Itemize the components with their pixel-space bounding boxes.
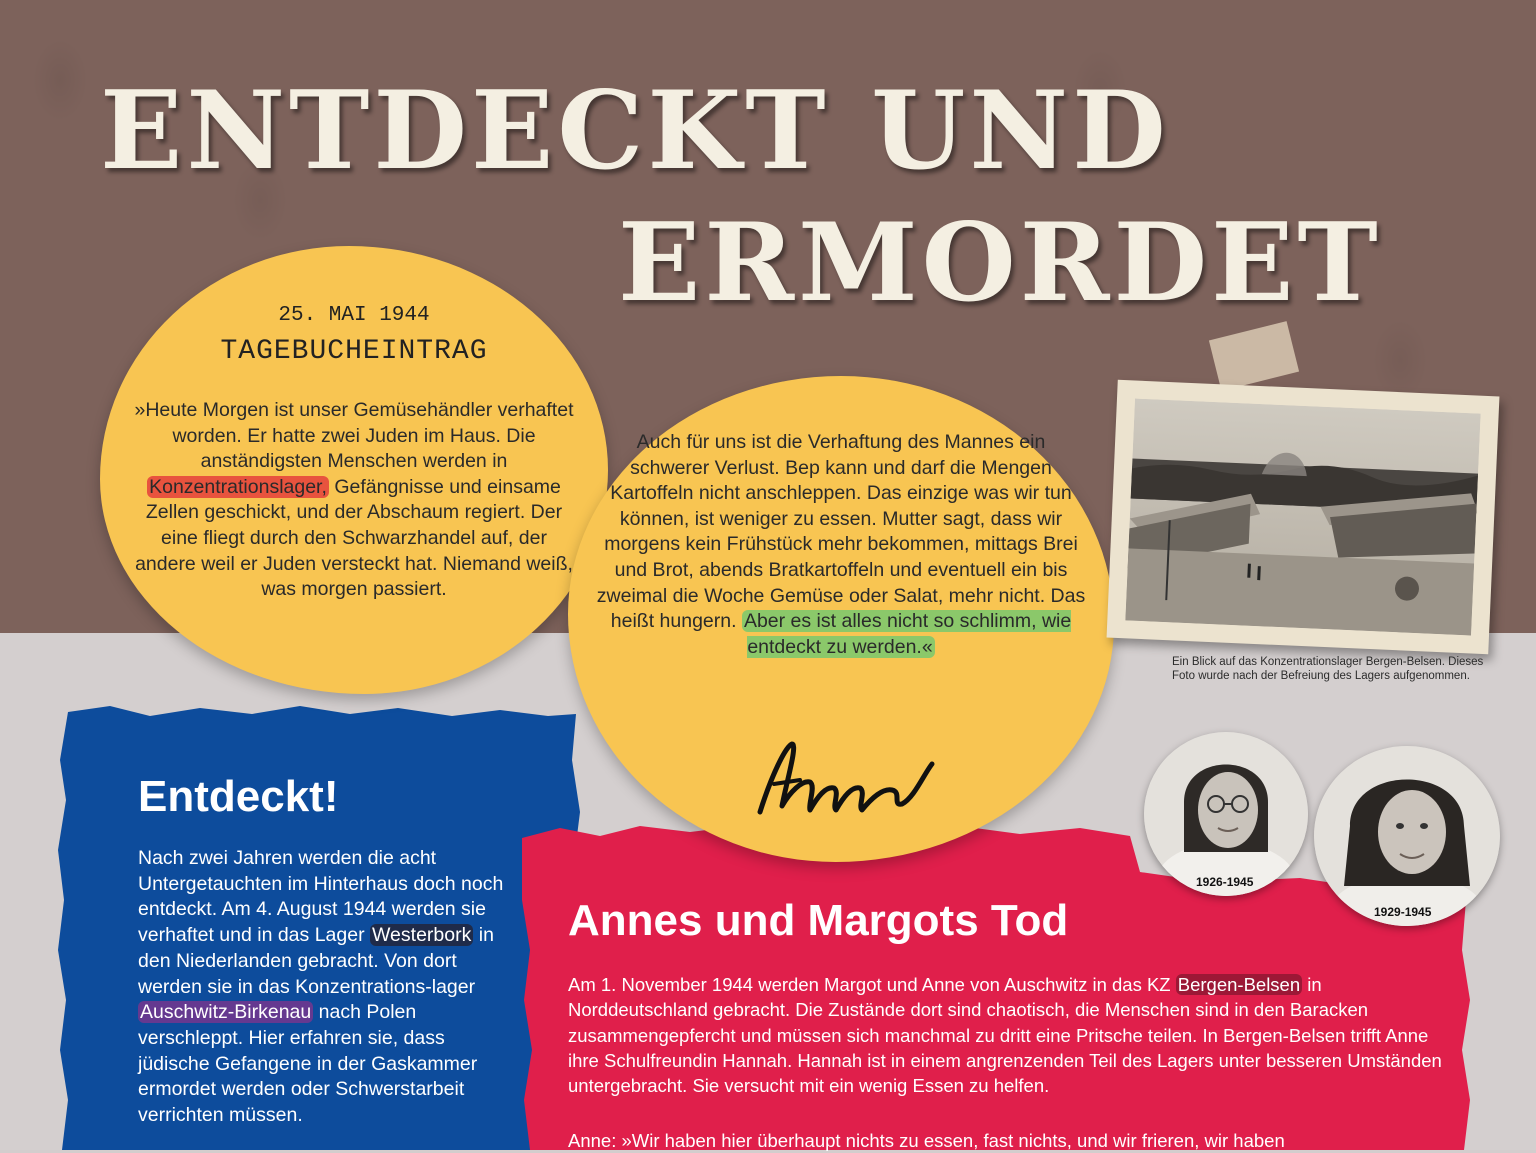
highlight-konzentrationslager: Konzentrationslager, (149, 475, 327, 498)
anne-portrait (1314, 746, 1500, 926)
diary-date: 25. MAI 1944 (278, 304, 430, 327)
highlight-quote-end: Aber es ist alles nicht so schlimm, wie entdeckt zu werden.« (743, 610, 1072, 658)
highlight-westerbork: Westerbork (372, 924, 472, 947)
photo-caption: Ein Blick auf das Konzentrationslager Bergen-Belsen. Dieses Foto wurde nach der Befreiung des Lagers aufgenommen. (1172, 656, 1484, 682)
entdeckt-text (138, 846, 508, 1129)
tod-quote: Anne: »Wir haben hier überhaupt nichts zu essen, fast nichts, und wir frieren, wir haben (568, 1130, 1285, 1151)
margot-years: 1926-1945 (1196, 875, 1254, 889)
page-title-line-2: ERMORDET (618, 200, 1382, 326)
highlight-bergen-belsen: Bergen-Belsen (1177, 974, 1301, 995)
diary-text-right (596, 430, 1086, 660)
tod-heading: Annes und Margots Tod (568, 896, 1069, 945)
photo-frame (1107, 380, 1500, 654)
tod-text-part-1: Am 1. November 1944 werden Margot und Anne von Auschwitz in das KZ (568, 974, 1176, 995)
diary-right-part-1: Auch für uns ist die Verhaftung des Mannes ein schwerer Verlust. Bep kann und darf die Mengen Kartoffeln nicht anschleppen. Das einzige was wir tun können, ist weniger zu essen. Mutter sagt, dass wir morgens kein Frühstück mehr bekommen, mittags Brei und Brot, abends Bratkartoffeln und eventuell ein bis zweimal die Woche Gemüse oder Salat, mehr nicht. Das heißt hungern. (596, 431, 1086, 633)
highlight-auschwitz-birkenau: Auschwitz-Birkenau (140, 1001, 312, 1024)
entdeckt-text-part-1: Nach zwei Jahren werden die acht Untergetauchten im Hinterhaus doch noch entdeckt. Am 4. August 1944 werden sie verhaftet und in das Lager (138, 847, 504, 947)
anne-signature (752, 734, 942, 826)
diary-text-left (128, 398, 580, 603)
camp-photo (1125, 399, 1480, 636)
diary-left-part-2: Gefängnisse und einsame Zellen geschickt, und der Abschaum regiert. Der eine fliegt durch den Schwarzhandel auf, der andere weil er Juden versteckt hat. Niemand weiß, was morgen passiert. (135, 475, 573, 601)
entdeckt-text-part-2: in den Niederlanden gebracht. Von dort werden sie in das Konzentrations-lager (138, 924, 494, 998)
entdeckt-text-part-3: nach Polen verschleppt. Hier erfahren sie, dass jüdische Gefangene in der Gaskammer ermordet werden oder Schwerstarbeit verrichten müssen. (138, 1001, 478, 1127)
diary-heading: TAGEBUCHEINTRAG (220, 336, 488, 367)
entdeckt-heading: Entdeckt! (138, 772, 339, 821)
diary-left-part-1: »Heute Morgen ist unser Gemüsehändler verhaftet worden. Er hatte zwei Juden im Haus. Die anständigsten Menschen werden in (134, 399, 574, 473)
tod-text (568, 972, 1448, 1098)
page-title-line-1: ENTDECKT UND (100, 68, 1170, 194)
anne-years: 1929-1945 (1374, 905, 1432, 919)
margot-portrait (1144, 732, 1308, 896)
tod-text-part-2: in Norddeutschland gebracht. Die Zustände dort sind chaotisch, die Menschen sind in den Baracken zusammengepfercht und müssen sich manchmal zu dritt eine Pritsche teilen. In Bergen-Belsen trifft Anne ihre Schulfreundin Hannah. Hannah ist in einem angrenzenden Teil des Lagers unter besseren Umständen untergebracht. Sie versucht mit ein wenig Essen zu helfen. (568, 974, 1442, 1097)
